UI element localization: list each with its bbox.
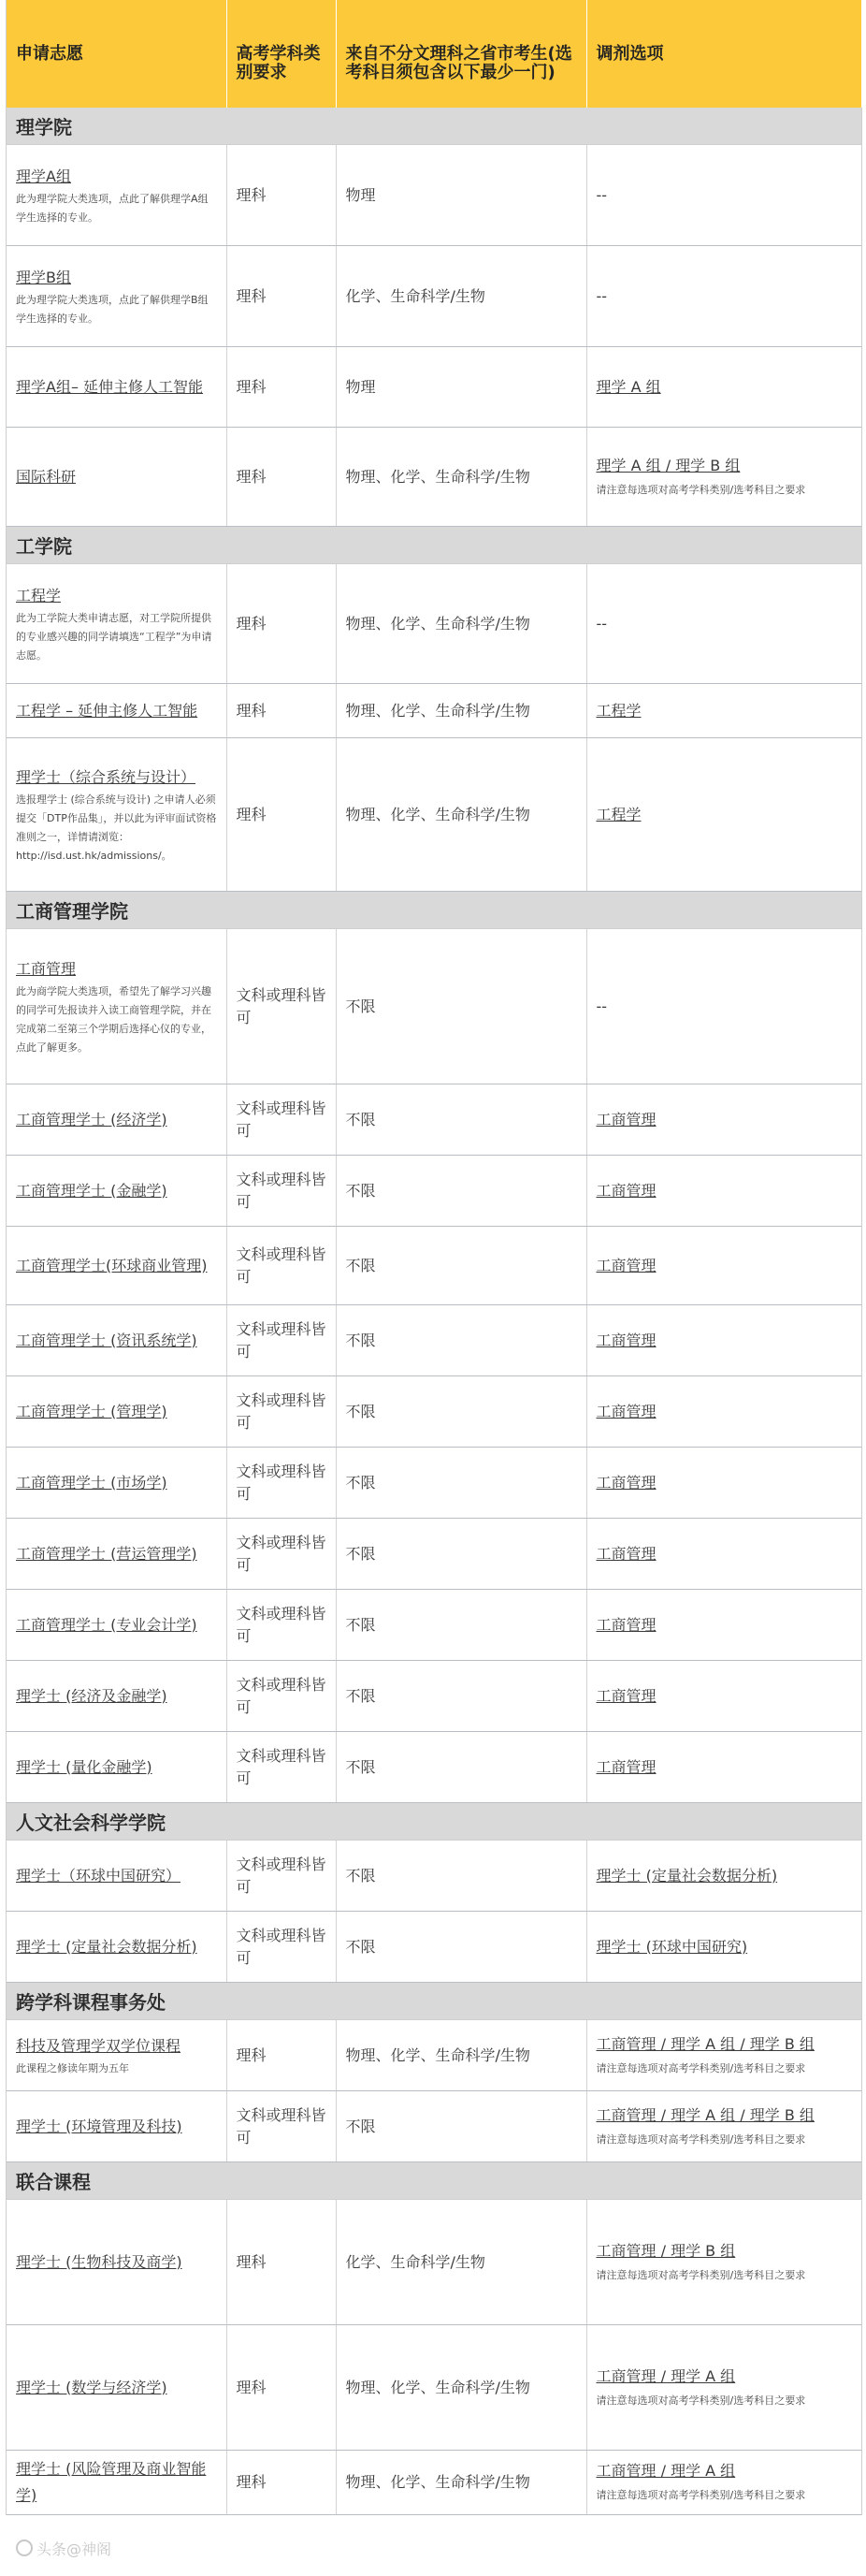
program-link[interactable]: 工商管理学士(环球商业管理) bbox=[16, 1256, 208, 1274]
alternative-note: 请注意每选项对高考学科类别/选考科目之要求 bbox=[596, 483, 806, 496]
program-cell bbox=[7, 2451, 226, 2515]
header-stream: 高考学科类别要求 bbox=[226, 0, 336, 108]
alternatives-cell bbox=[586, 246, 861, 347]
subjects-cell: 物理、化学、生命科学/生物 bbox=[336, 2020, 586, 2091]
program-cell bbox=[7, 1732, 226, 1803]
program-link[interactable]: 工商管理学士 (专业会计学) bbox=[16, 1615, 197, 1634]
subjects-cell: 物理、化学、生命科学/生物 bbox=[336, 738, 586, 892]
alternative-link[interactable]: 工程学 bbox=[596, 701, 642, 720]
alternative-link[interactable]: 工商管理 bbox=[596, 1256, 657, 1274]
program-link[interactable]: 理学A组 bbox=[16, 167, 71, 185]
program-link[interactable]: 工商管理学士 (金融学) bbox=[16, 1181, 167, 1200]
alternatives-cell bbox=[586, 1661, 861, 1732]
program-link[interactable]: 理学士 (数学与经济学) bbox=[16, 2378, 167, 2396]
section-title: 理学院 bbox=[7, 108, 861, 145]
program-cell bbox=[7, 1084, 226, 1156]
alternatives-cell bbox=[586, 428, 861, 527]
stream-cell: 文科或理科皆可 bbox=[226, 1732, 336, 1803]
table-row bbox=[7, 684, 861, 738]
program-cell bbox=[7, 1227, 226, 1305]
alternative-link[interactable]: 工商管理 bbox=[596, 1402, 657, 1420]
section-title: 联合课程 bbox=[7, 2162, 861, 2200]
program-cell bbox=[7, 2091, 226, 2162]
stream-cell: 理科 bbox=[226, 2020, 336, 2091]
alternative-link[interactable]: 工商管理 bbox=[596, 1181, 657, 1200]
subjects-cell: 不限 bbox=[336, 1376, 586, 1448]
subjects-cell: 不限 bbox=[336, 1912, 586, 1983]
table-row bbox=[7, 2020, 861, 2091]
alternative-none: -- bbox=[596, 997, 608, 1015]
stream-cell: 理科 bbox=[226, 2200, 336, 2325]
alternative-note: 请注意每选项对高考学科类别/选考科目之要求 bbox=[596, 2132, 806, 2146]
program-link[interactable]: 工程学 bbox=[16, 586, 62, 604]
program-note: 此为工学院大类申请志愿，对工学院所提供的专业感兴趣的同学请填选“工程学”为申请志愿。 bbox=[16, 611, 212, 662]
table-header-row bbox=[7, 0, 861, 108]
program-cell bbox=[7, 1305, 226, 1376]
alternatives-cell bbox=[586, 2091, 861, 2162]
program-note: 此为理学院大类选项，点此了解供理学A组学生选择的专业。 bbox=[16, 192, 209, 224]
table-row bbox=[7, 2091, 861, 2162]
program-note: 选报理学士 (综合系统与设计) 之申请人必须提交「DTP作品集」，并以此为评审面试资格准则之一，详情请浏览：http://isd.ust.hk/admissions/。 bbox=[16, 793, 217, 862]
program-link[interactable]: 理学士 (生物科技及商学) bbox=[16, 2252, 182, 2271]
stream-cell: 文科或理科皆可 bbox=[226, 1661, 336, 1732]
program-link[interactable]: 工商管理 bbox=[16, 959, 77, 978]
table-row bbox=[7, 1519, 861, 1590]
table-row bbox=[7, 145, 861, 246]
alternatives-cell bbox=[586, 2451, 861, 2515]
table-row bbox=[7, 1732, 861, 1803]
subjects-cell: 不限 bbox=[336, 1448, 586, 1519]
alternative-link[interactable]: 工商管理 / 理学 A 组 / 理学 B 组 bbox=[596, 2105, 815, 2124]
alternatives-cell bbox=[586, 564, 861, 684]
table-row bbox=[7, 1841, 861, 1912]
program-note: 此课程之修读年期为五年 bbox=[16, 2061, 129, 2074]
stream-cell: 文科或理科皆可 bbox=[226, 1912, 336, 1983]
table-row bbox=[7, 1590, 861, 1661]
section-header-row bbox=[7, 527, 861, 564]
table-row bbox=[7, 1156, 861, 1227]
stream-cell: 文科或理科皆可 bbox=[226, 1227, 336, 1305]
subjects-cell: 化学、生命科学/生物 bbox=[336, 246, 586, 347]
admissions-table-container bbox=[6, 0, 862, 2558]
table-row bbox=[7, 2451, 861, 2515]
stream-cell: 文科或理科皆可 bbox=[226, 929, 336, 1084]
table-row bbox=[7, 2200, 861, 2325]
alternative-none: -- bbox=[596, 286, 608, 305]
program-cell bbox=[7, 145, 226, 246]
program-link[interactable]: 理学士 (经济及金融学) bbox=[16, 1686, 167, 1705]
subjects-cell: 物理、化学、生命科学/生物 bbox=[336, 684, 586, 738]
program-link[interactable]: 工商管理学士 (资讯系统学) bbox=[16, 1331, 197, 1349]
stream-cell: 文科或理科皆可 bbox=[226, 1084, 336, 1156]
alternative-note: 请注意每选项对高考学科类别/选考科目之要求 bbox=[596, 2489, 806, 2501]
section-header-row bbox=[7, 1983, 861, 2020]
table-row bbox=[7, 1305, 861, 1376]
stream-cell: 文科或理科皆可 bbox=[226, 1305, 336, 1376]
program-cell bbox=[7, 564, 226, 684]
alternative-link[interactable]: 工程学 bbox=[596, 805, 642, 823]
alternatives-cell bbox=[586, 1305, 861, 1376]
subjects-cell: 化学、生命科学/生物 bbox=[336, 2200, 586, 2325]
program-link[interactable]: 理学士 (量化金融学) bbox=[16, 1757, 152, 1776]
alternative-none: -- bbox=[596, 614, 608, 633]
alternative-link[interactable]: 工商管理 bbox=[596, 1331, 657, 1349]
program-link[interactable]: 工程学 – 延伸主修人工智能 bbox=[16, 701, 198, 720]
alternatives-cell bbox=[586, 2200, 861, 2325]
table-row bbox=[7, 347, 861, 428]
stream-cell: 文科或理科皆可 bbox=[226, 1841, 336, 1912]
program-cell bbox=[7, 1376, 226, 1448]
program-link[interactable]: 工商管理学士 (营运管理学) bbox=[16, 1544, 197, 1563]
subjects-cell: 物理、化学、生命科学/生物 bbox=[336, 2325, 586, 2451]
program-cell bbox=[7, 1519, 226, 1590]
program-cell bbox=[7, 428, 226, 527]
table-row bbox=[7, 564, 861, 684]
section-title: 工商管理学院 bbox=[7, 892, 861, 929]
alternatives-cell bbox=[586, 1841, 861, 1912]
table-row bbox=[7, 929, 861, 1084]
program-link[interactable]: 国际科研 bbox=[16, 467, 77, 486]
program-link[interactable]: 理学士（环球中国研究） bbox=[16, 1866, 181, 1885]
stream-cell: 理科 bbox=[226, 738, 336, 892]
admissions-table bbox=[7, 0, 862, 2515]
table-row bbox=[7, 428, 861, 527]
alternatives-cell bbox=[586, 738, 861, 892]
program-link[interactable]: 理学士 (环境管理及科技) bbox=[16, 2117, 182, 2135]
stream-cell: 文科或理科皆可 bbox=[226, 1448, 336, 1519]
alternative-link[interactable]: 工商管理 / 理学 B 组 bbox=[596, 2241, 736, 2260]
subjects-cell: 物理、化学、生命科学/生物 bbox=[336, 2451, 586, 2515]
program-link[interactable]: 理学B组 bbox=[16, 268, 71, 286]
stream-cell: 文科或理科皆可 bbox=[226, 1519, 336, 1590]
program-cell bbox=[7, 246, 226, 347]
alternative-link[interactable]: 工商管理 / 理学 A 组 / 理学 B 组 bbox=[596, 2034, 815, 2053]
table-row bbox=[7, 1084, 861, 1156]
section-header-row bbox=[7, 2162, 861, 2200]
alternative-link[interactable]: 工商管理 / 理学 A 组 bbox=[596, 2366, 736, 2385]
alternatives-cell bbox=[586, 2020, 861, 2091]
alternative-link[interactable]: 理学 A 组 bbox=[596, 377, 661, 396]
subjects-cell: 物理 bbox=[336, 145, 586, 246]
alternative-link[interactable]: 理学 A 组 / 理学 B 组 bbox=[596, 456, 741, 474]
subjects-cell: 不限 bbox=[336, 1590, 586, 1661]
program-cell bbox=[7, 1590, 226, 1661]
alternatives-cell bbox=[586, 1227, 861, 1305]
stream-cell: 理科 bbox=[226, 246, 336, 347]
subjects-cell: 不限 bbox=[336, 1732, 586, 1803]
program-note: 此为理学院大类选项，点此了解供理学B组学生选择的专业。 bbox=[16, 293, 209, 325]
program-cell bbox=[7, 738, 226, 892]
program-cell bbox=[7, 2020, 226, 2091]
alternatives-cell bbox=[586, 929, 861, 1084]
stream-cell: 理科 bbox=[226, 2325, 336, 2451]
alternatives-cell bbox=[586, 1156, 861, 1227]
alternative-none: -- bbox=[596, 185, 608, 204]
program-cell bbox=[7, 1448, 226, 1519]
table-row bbox=[7, 1227, 861, 1305]
alternatives-cell bbox=[586, 2325, 861, 2451]
alternative-link[interactable]: 工商管理 bbox=[596, 1473, 657, 1492]
alternative-link[interactable]: 工商管理 / 理学 A 组 bbox=[596, 2462, 736, 2480]
program-cell bbox=[7, 1912, 226, 1983]
alternative-note: 请注意每选项对高考学科类别/选考科目之要求 bbox=[596, 2061, 806, 2074]
program-cell bbox=[7, 1156, 226, 1227]
stream-cell: 理科 bbox=[226, 347, 336, 428]
alternatives-cell bbox=[586, 347, 861, 428]
alternatives-cell bbox=[586, 1732, 861, 1803]
program-cell bbox=[7, 684, 226, 738]
stream-cell: 理科 bbox=[226, 684, 336, 738]
table-row bbox=[7, 2325, 861, 2451]
header-program: 申请志愿 bbox=[7, 0, 226, 108]
subjects-cell: 不限 bbox=[336, 1519, 586, 1590]
program-link[interactable]: 科技及管理学双学位课程 bbox=[16, 2036, 181, 2055]
subjects-cell: 不限 bbox=[336, 1661, 586, 1732]
stream-cell: 文科或理科皆可 bbox=[226, 1590, 336, 1661]
program-note: 此为商学院大类选项，希望先了解学习兴趣的同学可先报读并入读工商管理学院，并在完成第二至第三个学期后选择心仪的专业，点此了解更多。 bbox=[16, 984, 211, 1054]
watermark: 头条@神阁 bbox=[16, 2538, 111, 2559]
program-link[interactable]: 工商管理学士 (市场学) bbox=[16, 1473, 167, 1492]
stream-cell: 文科或理科皆可 bbox=[226, 2091, 336, 2162]
stream-cell: 文科或理科皆可 bbox=[226, 1376, 336, 1448]
program-link[interactable]: 理学士 (风险管理及商业智能学) bbox=[16, 2460, 207, 2504]
program-cell bbox=[7, 347, 226, 428]
table-row bbox=[7, 1376, 861, 1448]
program-cell bbox=[7, 2325, 226, 2451]
table-body bbox=[7, 108, 861, 2515]
subjects-cell: 不限 bbox=[336, 929, 586, 1084]
table-row bbox=[7, 246, 861, 347]
subjects-cell: 不限 bbox=[336, 1227, 586, 1305]
program-link[interactable]: 工商管理学士 (经济学) bbox=[16, 1110, 167, 1128]
program-link[interactable]: 理学士 (定量社会数据分析) bbox=[16, 1937, 197, 1956]
table-row bbox=[7, 1448, 861, 1519]
stream-cell: 理科 bbox=[226, 428, 336, 527]
subjects-cell: 不限 bbox=[336, 1305, 586, 1376]
section-title: 跨学科课程事务处 bbox=[7, 1983, 861, 2020]
alternatives-cell bbox=[586, 1448, 861, 1519]
subjects-cell: 物理 bbox=[336, 347, 586, 428]
watermark-logo-icon bbox=[16, 2540, 33, 2556]
alternatives-cell bbox=[586, 1912, 861, 1983]
alternatives-cell bbox=[586, 145, 861, 246]
subjects-cell: 不限 bbox=[336, 2091, 586, 2162]
program-cell bbox=[7, 929, 226, 1084]
section-header-row bbox=[7, 1803, 861, 1841]
subjects-cell: 物理、化学、生命科学/生物 bbox=[336, 564, 586, 684]
alternative-link[interactable]: 理学士 (环球中国研究) bbox=[596, 1937, 748, 1956]
subjects-cell: 不限 bbox=[336, 1841, 586, 1912]
alternative-link[interactable]: 理学士 (定量社会数据分析) bbox=[596, 1866, 778, 1885]
stream-cell: 理科 bbox=[226, 564, 336, 684]
alternative-link[interactable]: 工商管理 bbox=[596, 1110, 657, 1128]
program-cell bbox=[7, 1841, 226, 1912]
program-cell bbox=[7, 2200, 226, 2325]
section-title: 工学院 bbox=[7, 527, 861, 564]
program-link[interactable]: 理学A组– 延伸主修人工智能 bbox=[16, 377, 204, 396]
table-row bbox=[7, 1912, 861, 1983]
alternatives-cell bbox=[586, 1590, 861, 1661]
alternatives-cell bbox=[586, 1519, 861, 1590]
subjects-cell: 不限 bbox=[336, 1156, 586, 1227]
program-link[interactable]: 理学士（综合系统与设计） bbox=[16, 767, 196, 786]
alternative-note: 请注意每选项对高考学科类别/选考科目之要求 bbox=[596, 2268, 806, 2281]
stream-cell: 理科 bbox=[226, 145, 336, 246]
header-subjects: 来自不分文理科之省市考生(选考科目须包含以下最少一门) bbox=[336, 0, 586, 108]
section-header-row bbox=[7, 892, 861, 929]
table-row bbox=[7, 1661, 861, 1732]
alternative-note: 请注意每选项对高考学科类别/选考科目之要求 bbox=[596, 2394, 806, 2407]
subjects-cell: 不限 bbox=[336, 1084, 586, 1156]
subjects-cell: 物理、化学、生命科学/生物 bbox=[336, 428, 586, 527]
alternatives-cell bbox=[586, 684, 861, 738]
alternative-link[interactable]: 工商管理 bbox=[596, 1615, 657, 1634]
alternatives-cell bbox=[586, 1084, 861, 1156]
alternatives-cell bbox=[586, 1376, 861, 1448]
section-header-row bbox=[7, 108, 861, 145]
section-title: 人文社会科学学院 bbox=[7, 1803, 861, 1841]
header-alternatives: 调剂选项 bbox=[586, 0, 861, 108]
program-link[interactable]: 工商管理学士 (管理学) bbox=[16, 1402, 167, 1420]
stream-cell: 文科或理科皆可 bbox=[226, 1156, 336, 1227]
alternative-link[interactable]: 工商管理 bbox=[596, 1544, 657, 1563]
program-cell bbox=[7, 1661, 226, 1732]
alternative-link[interactable]: 工商管理 bbox=[596, 1757, 657, 1776]
table-row bbox=[7, 738, 861, 892]
alternative-link[interactable]: 工商管理 bbox=[596, 1686, 657, 1705]
stream-cell: 理科 bbox=[226, 2451, 336, 2515]
